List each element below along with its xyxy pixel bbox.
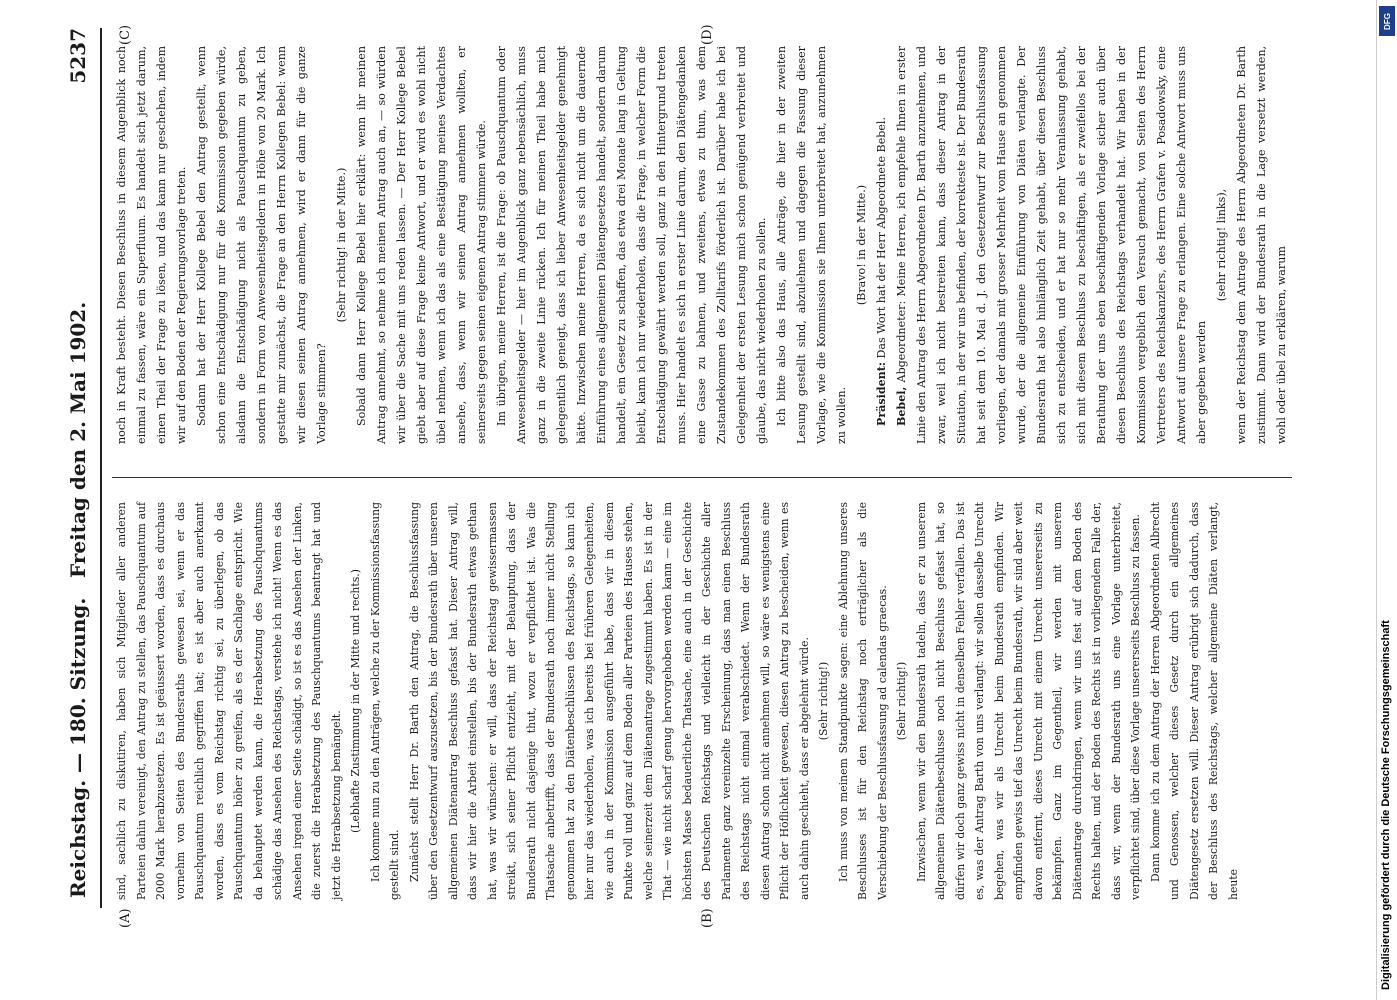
dfg-logo <box>1379 6 1395 36</box>
interjection: (Sehr richtig!) <box>817 661 830 741</box>
body-paragraph: Ich komme nun zu den Anträgen, welche zu der Kommissionsfassung gestellt sind. <box>368 502 401 900</box>
interjection: (Lebhafte Zustimmung in der Mitte und rechts.) <box>349 569 362 833</box>
digitization-credit-text: Digitalisierung gefördert durch die Deutsche Forschungsgemeinschaft <box>1380 620 1392 990</box>
body-paragraph: Sodann hat der Herr Kollege Bebel den Antrag gestellt, wenn schon eine Entschädigung nur für die Kommission gegeben würde, alsdann die Entschädigung nicht als Pauschquantum zu geben, sondern in Form von Anwesenheitsgeldern in Höhe von 20 Mark. Ich gestatte mir zunächst, die Frage an den Herrn Kollegen Bebel: wenn wir diesen seinen Antrag annehmen, wird er dann für die ganze Vorlage stimmen? <box>195 46 328 444</box>
speaker-name: Präsident: <box>875 362 888 426</box>
body-paragraph: Ich bitte also das Haus, alle Anträge, die hier in der zweiten Lesung gestellt sind, abzulehnen und dagegen die Fassung dieser Vorlage, wie die Kommission sie Ihnen unterbreitet hat, anzunehmen zu wollen. <box>775 46 848 444</box>
body-paragraph: Dann komme ich zu dem Antrag der Herren Abgeordneten Albrecht und Genossen, welcher dieses Gesetz durch ein allgemeines Diätengesetz ersetzen will. Dieser Antrag erübrigt sich dadurch, dass der Beschluss des Reichstags, welcher allgemeine Diäten verlangt, heute <box>1148 502 1240 900</box>
body-paragraph: wenn der Reichstag dem Antrage des Herrn Abgeordneten Dr. Barth zustimmt. Dann wird der Bundesrath in die Lage versetzt werden, wohl oder übel zu erklären, warum <box>1235 46 1288 444</box>
speaker-text: Abgeordneter: Meine Herren, ich empfehle Ihnen in erster Linie den Antrag des Herrn Abgeordneten Dr. Barth anzunehmen, und zwar, weil ich nicht bestreiten kann, dass dieser Antrag in der Situation, in der wir uns befinden, der korrekteste ist. Der Bundesrath hat seit dem 10. Mai d. J. den Gesetzentwurf zur Beschlussfassung vorliegen, der damals mit grosser Mehrheit vom Hause an genommen wurde, der die allgemeine Einführung von Diäten verlangte. Der Bundesrath hat also hinlänglich Zeit gehabt, über diesen Beschluss sich zu entscheiden, und er hat nur so mehr Veranlassung gehabt, sich mit diesem Beschluss zu beschäftigen, als er zweifellos bei der Berathung der uns eben beschäftigenden Vorlage sicher auch über diesen Beschluss des Reichstags verhandelt hat. Wir haben in der Kommission vergeblich den Versuch gemacht, von Seiten des Herrn Vertreters des Reichskanzlers, des Herrn Grafen v. Posadowsky, eine Antwort auf unsere Frage zu erlangen. Eine solche Antwort muss uns aber gegeben werden <box>895 45 1208 444</box>
interjection: (Sehr richtig! in der Mitte.) <box>335 167 348 323</box>
body-paragraph: Inzwischen, wenn wir den Bundesrath tadeln, dass er zu unserem allgemeinen Diätenbeschlusse noch nicht Beschluss gefasst hat, so dürfen wir doch ganz gewiss nicht in denselben Fehler verfallen. Das ist es, was der Antrag Barth von uns verlangt: wir sollen dasselbe Unrecht begehen, was wir als Unrecht beim Bundesrath empfinden. Wir empfinden gewiss tief das Unrecht beim Bundesrath, wir sind aber weit davon entfernt, dieses Unrecht mit einem Unrecht unsererseits zu bekämpfen. Ganz im Gegentheil, wir werden mit unserem Diätenantrage durchdringen, wenn wir uns fest auf dem Boden des Rechts halten, und der Boden des Rechts ist in vorliegendem Falle der, dass wir, wenn der Bundesrath uns eine Vorlage unterbreitet, verpflichtet sind, über diese Vorlage unsererseits Beschluss zu fassen. <box>914 502 1142 900</box>
body-paragraph: noch in Kraft besteht. Diesen Beschluss in diesem Augenblick noch einmal zu fassen, wäre ein Superfluum. Es handelt sich jetzt darum, einen Theil der Frage zu lösen, und das kann nur geschehen, indem wir auf den Boden der Regierungsvorlage treten. <box>115 46 188 444</box>
interjection: (Sehr richtig!) <box>895 661 908 741</box>
interjection: (Bravo! in der Mitte.) <box>855 184 868 306</box>
body-paragraph: Sobald dann Herr Kollege Bebel hier erklärt: wenn ihr meinen Antrag annehmt, so nehme ich meinen Antrag auch an, — so würden wir über die Sache mit uns reden lassen. — Der Herr Kollege Bebel giebt aber auf diese Frage keine Antwort, und er wird es wohl nicht übel nehmen, wenn ich das als eine Bestätigung meines Verdachtes ansehe, dass, wenn wir seinen Antrag annehmen wollten, er seinerseits gegen seinen eigenen Antrag stimmen würde. <box>355 46 488 444</box>
speaker-paragraph <box>892 46 1212 444</box>
body-paragraph: Im übrigen, meine Herren, ist die Frage: ob Pauschquantum oder Anwesenheitsgelder — hier im Augenblick ganz nebensächlich, muss ganz in die zweite Linie rücken. Ich für meinen Theil habe mich gelegentlich geneigt, dass ich lieber Anwesenheitsgelder genehmigt hätte. Inzwischen meine Herren, da es sich nicht um die dauernde Einführung eines allgemeinen Diätengesetzes handelt, sondern darum handelt, ein Gesetz zu schaffen, das etwa drei Monate lang in Geltung bleibt, kann ich nur wiederholen, dass die Frage, in welcher Form die Entschädigung gewährt werden soll, ganz in den Hintergrund treten muss. Hier handelt es sich in erster Linie darum, den Diätengedanken eine Gasse zu bahnen, und zweitens, etwas zu thun, was dem Zustandekommen des Zolltarifs förderlich ist. Darüber habe ich bei Gelegenheit der ersten Lesung mich schon genügend verbreitet und glaube, das nicht wiederholen zu sollen. <box>495 46 768 444</box>
margin-mark-a: (A) <box>118 908 133 928</box>
page-header <box>60 28 100 908</box>
body-paragraph: Zunächst stellt Herr Dr. Barth den Antrag, die Beschlussfassung über den Gesetzentwurf auszusetzen, bis der Bundesrath über unseren allgemeinen Diätenantrag Beschluss gefasst hat. Dieser Antrag will, dass wir hier die Arbeit einstellen, bis der Bundesrath etwas gethan hat, was wir wünschen: er will, dass der Reichstag gewissermassen streikt, sich seiner Pflicht entzieht, mit der Behauptung, dass der Bundesrath nicht dasjenige thut, wozu er verpflichtet ist. Was die Thatsache anbetrifft, dass der Bundesrath noch immer nicht Stellung genommen hat zu den Diätenbeschlüssen des Reichstags, so kann ich hier nur das wiederholen, was ich bereits bei früheren Gelegenheiten, wie auch in der Kommission ausgeführt habe, dass wir in diesem Punkte voll und ganz auf dem Boden aller Parteien des Hauses stehen, welche seinerzeit dem Diätenantrage zugestimmt haben. Es ist in der That — wie nicht scharf genug hervorgehoben werden kann — eine im höchsten Masse bedauerliche Thatsache, eine auch in der Geschichte des Deutschen Reichstags und vielleicht in der Geschichte aller Parlamente ganz vereinzelte Erscheinung, dass man einen Beschluss des Reichstags nicht einmal verabschiedet. Wenn der Bundesrath diesen Antrag schon nicht annehmen will, so wäre es wenigstens eine Pflicht der Höflichkeit gewesen, diesen Antrag zu bescheiden, wenn es auch dahin geschieht, dass er abgelehnt würde. <box>407 502 811 900</box>
left-text-column <box>112 502 1243 900</box>
header-rule <box>100 28 102 908</box>
speaker-text: Das Wort hat der Herr Abgeordnete Bebel. <box>875 116 888 359</box>
column-divider <box>112 477 1292 478</box>
body-paragraph: Ich muss von meinem Standpunkte sagen: eine Ablehnung unseres Beschlusses ist für den Reichstag noch erträglicher als die Verschiebung der Beschlussfassung ad calendas graecas. <box>836 502 889 900</box>
digitization-credit-strip <box>1376 0 1397 1000</box>
header-session: Reichstag. — 180. Sitzung. <box>66 597 90 898</box>
margin-mark-c: (C) <box>118 24 133 45</box>
speaker-paragraph <box>872 46 892 444</box>
header-date: Freitag den 2. Mai 1902. <box>66 301 90 578</box>
right-text-column <box>112 46 1292 444</box>
body-paragraph: sind, sachlich zu diskutiren, haben sich Mitglieder aller anderen Parteien dahin vereinigt, den Antrag zu stellen, das Pauschquantum auf 2000 Mark herabzusetzen. Es ist geäussert worden, dass es durchaus vornehm von Seiten des Bundesraths gewesen sei, wenn er das Pauschquantum reichlich gegriffen hat; es ist aber auch anerkannt worden, dass es vom Reichstag richtig sei, zu überlegen, ob das Pauschquantum höher zu greifen, als es der Sachlage entspricht. Wie da behauptet werden kann, die Herabsetzung des Pauschquantums schädige das Ansehen des Reichstags, verstehe ich nicht! Wenn es das Ansehen irgend einer Seite schädigt, so ist es das Ansehen der Linken, die zuerst die Herabsetzung des Pauschquantums beantragt hat und jetzt die Herabsetzung bemängelt. <box>115 502 343 900</box>
speaker-name: Bebel, <box>895 386 908 426</box>
dfg-logo-text: DFG <box>1382 12 1392 30</box>
page-number: 5237 <box>66 28 90 84</box>
margin-mark-b: (B) <box>700 908 715 928</box>
interjection: (sehr richtig! links), <box>1215 188 1228 302</box>
margin-mark-d: (D) <box>700 24 715 45</box>
